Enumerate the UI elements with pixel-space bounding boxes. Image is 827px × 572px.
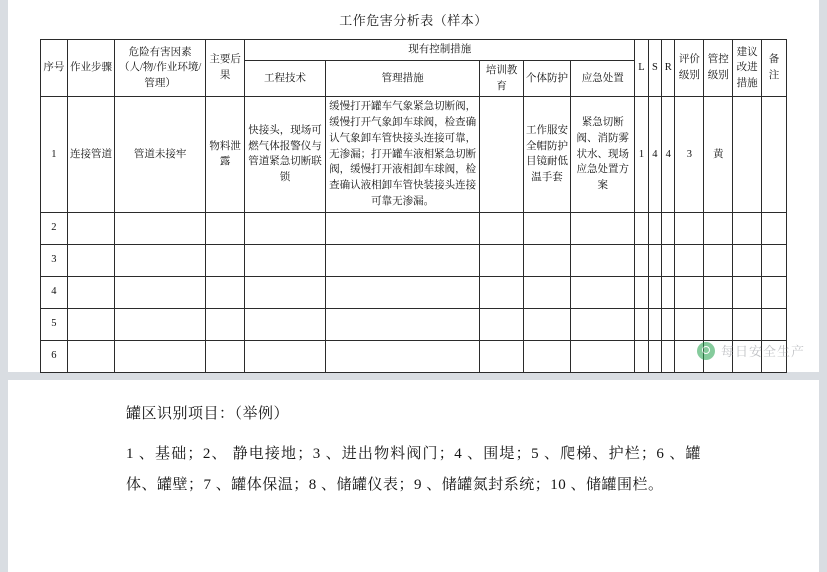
cell-r xyxy=(662,212,675,244)
cell-r xyxy=(662,340,675,372)
cell-s xyxy=(648,244,661,276)
cell-s xyxy=(648,340,661,372)
cell-consequence xyxy=(206,340,245,372)
table-row xyxy=(41,308,787,340)
cell-seq: 5 xyxy=(41,308,68,340)
tank-area-body xyxy=(8,380,819,501)
header-engineering: 工程技术 xyxy=(245,60,325,97)
jha-table xyxy=(40,39,787,373)
table-row xyxy=(41,276,787,308)
table-row xyxy=(41,244,787,276)
cell-risk-level xyxy=(675,308,704,340)
jha-table-card xyxy=(8,0,819,372)
cell-l xyxy=(635,212,648,244)
header-consequence: 主要后果 xyxy=(206,40,245,97)
cell-improve xyxy=(733,276,762,308)
cell-hazard xyxy=(115,308,206,340)
watermark xyxy=(697,341,805,360)
cell-l: 1 xyxy=(635,97,648,212)
cell-hazard xyxy=(115,276,206,308)
cell-engineering: 快接头，现场可燃气体报警仪与管道紧急切断联锁 xyxy=(245,97,325,212)
cell-remark xyxy=(762,276,787,308)
cell-management xyxy=(325,340,480,372)
cell-r xyxy=(662,244,675,276)
cell-seq: 4 xyxy=(41,276,68,308)
cell-engineering xyxy=(245,340,325,372)
cell-l xyxy=(635,244,648,276)
header-emergency: 应急处置 xyxy=(571,60,635,97)
cell-emergency xyxy=(571,340,635,372)
header-risk-level: 评价级别 xyxy=(675,40,704,97)
cell-remark xyxy=(762,212,787,244)
header-step: 作业步骤 xyxy=(67,40,114,97)
cell-control-level xyxy=(704,244,733,276)
cell-seq: 6 xyxy=(41,340,68,372)
cell-seq: 3 xyxy=(41,244,68,276)
cell-training xyxy=(480,244,523,276)
cell-s: 4 xyxy=(648,97,661,212)
cell-consequence: 物料泄露 xyxy=(206,97,245,212)
cell-r xyxy=(662,308,675,340)
watermark-label: 每日安全生产 xyxy=(720,344,805,359)
cell-s xyxy=(648,308,661,340)
cell-remark xyxy=(762,244,787,276)
header-improve: 建议改进措施 xyxy=(733,40,762,97)
header-hazard: 危险有害因素（人/物/作业环境/管理） xyxy=(115,40,206,97)
cell-hazard xyxy=(115,244,206,276)
table-row xyxy=(41,212,787,244)
cell-training xyxy=(480,212,523,244)
header-s: S xyxy=(648,40,661,97)
header-l: L xyxy=(635,40,648,97)
cell-s xyxy=(648,212,661,244)
cell-l xyxy=(635,308,648,340)
header-control-level: 管控级别 xyxy=(704,40,733,97)
cell-step xyxy=(67,212,114,244)
table-row xyxy=(41,97,787,212)
cell-improve xyxy=(733,308,762,340)
cell-hazard xyxy=(115,340,206,372)
cell-r xyxy=(662,276,675,308)
cell-control-level xyxy=(704,308,733,340)
cell-consequence xyxy=(206,276,245,308)
header-remark: 备注 xyxy=(762,40,787,97)
cell-engineering xyxy=(245,308,325,340)
cell-emergency xyxy=(571,276,635,308)
cell-control-level xyxy=(704,212,733,244)
cell-ppe: 工作服安全帽防护目镜耐低温手套 xyxy=(523,97,570,212)
cell-control-level: 黄 xyxy=(704,97,733,212)
cell-control-level xyxy=(704,276,733,308)
cell-training xyxy=(480,308,523,340)
table-header-row-1 xyxy=(41,40,787,61)
cell-management xyxy=(325,308,480,340)
cell-ppe xyxy=(523,340,570,372)
cell-remark xyxy=(762,308,787,340)
cell-step xyxy=(67,340,114,372)
tank-area-card xyxy=(8,380,819,572)
cell-risk-level xyxy=(675,276,704,308)
cell-consequence xyxy=(206,212,245,244)
cell-remark xyxy=(762,97,787,212)
circle-logo-icon xyxy=(697,342,715,360)
cell-emergency: 紧急切断阀、消防雾状水、现场应急处置方案 xyxy=(571,97,635,212)
cell-seq: 1 xyxy=(41,97,68,212)
cell-ppe xyxy=(523,308,570,340)
cell-step xyxy=(67,308,114,340)
cell-emergency xyxy=(571,244,635,276)
cell-emergency xyxy=(571,212,635,244)
cell-l xyxy=(635,276,648,308)
cell-engineering xyxy=(245,276,325,308)
cell-hazard: 管道未接牢 xyxy=(115,97,206,212)
cell-management xyxy=(325,244,480,276)
cell-step xyxy=(67,276,114,308)
cell-management xyxy=(325,276,480,308)
tank-area-paragraph: 1 、基础；2、 静电接地；3 、进出物料阀门；4 、围堤；5 、爬梯、护栏；6 、罐体、罐壁；7 、罐体保温；8 、储罐仪表；9 、储罐氮封系统；10 、储罐围栏。 xyxy=(126,446,701,493)
cell-risk-level: 3 xyxy=(675,97,704,212)
header-controls-group: 现有控制措施 xyxy=(245,40,635,61)
header-management: 管理措施 xyxy=(325,60,480,97)
cell-consequence xyxy=(206,244,245,276)
header-ppe: 个体防护 xyxy=(523,60,570,97)
cell-step xyxy=(67,244,114,276)
cell-improve xyxy=(733,244,762,276)
tank-area-title: 罐区识别项目：（举例） xyxy=(126,406,290,422)
cell-hazard xyxy=(115,212,206,244)
table-row xyxy=(41,340,787,372)
header-training: 培训教育 xyxy=(480,60,523,97)
cell-training xyxy=(480,276,523,308)
cell-consequence xyxy=(206,308,245,340)
cell-risk-level xyxy=(675,244,704,276)
header-r: R xyxy=(662,40,675,97)
cell-engineering xyxy=(245,244,325,276)
header-seq: 序号 xyxy=(41,40,68,97)
cell-l xyxy=(635,340,648,372)
cell-risk-level xyxy=(675,212,704,244)
cell-training xyxy=(480,97,523,212)
cell-management: 缓慢打开罐车气象紧急切断阀，缓慢打开气象卸车球阀，检查确认气象卸车管快接头连接可靠，无渗漏；打开罐车液相紧急切断阀，缓慢打开液相卸车球阀，检查确认液相卸车管快装接头连接可靠无渗漏。 xyxy=(325,97,480,212)
cell-engineering xyxy=(245,212,325,244)
cell-emergency xyxy=(571,308,635,340)
cell-ppe xyxy=(523,244,570,276)
cell-s xyxy=(648,276,661,308)
page-title: 工作危害分析表（样本） xyxy=(339,13,488,28)
cell-improve xyxy=(733,97,762,212)
cell-r: 4 xyxy=(662,97,675,212)
cell-improve xyxy=(733,212,762,244)
cell-ppe xyxy=(523,212,570,244)
cell-step: 连接管道 xyxy=(67,97,114,212)
cell-seq: 2 xyxy=(41,212,68,244)
cell-management xyxy=(325,212,480,244)
cell-training xyxy=(480,340,523,372)
cell-ppe xyxy=(523,276,570,308)
